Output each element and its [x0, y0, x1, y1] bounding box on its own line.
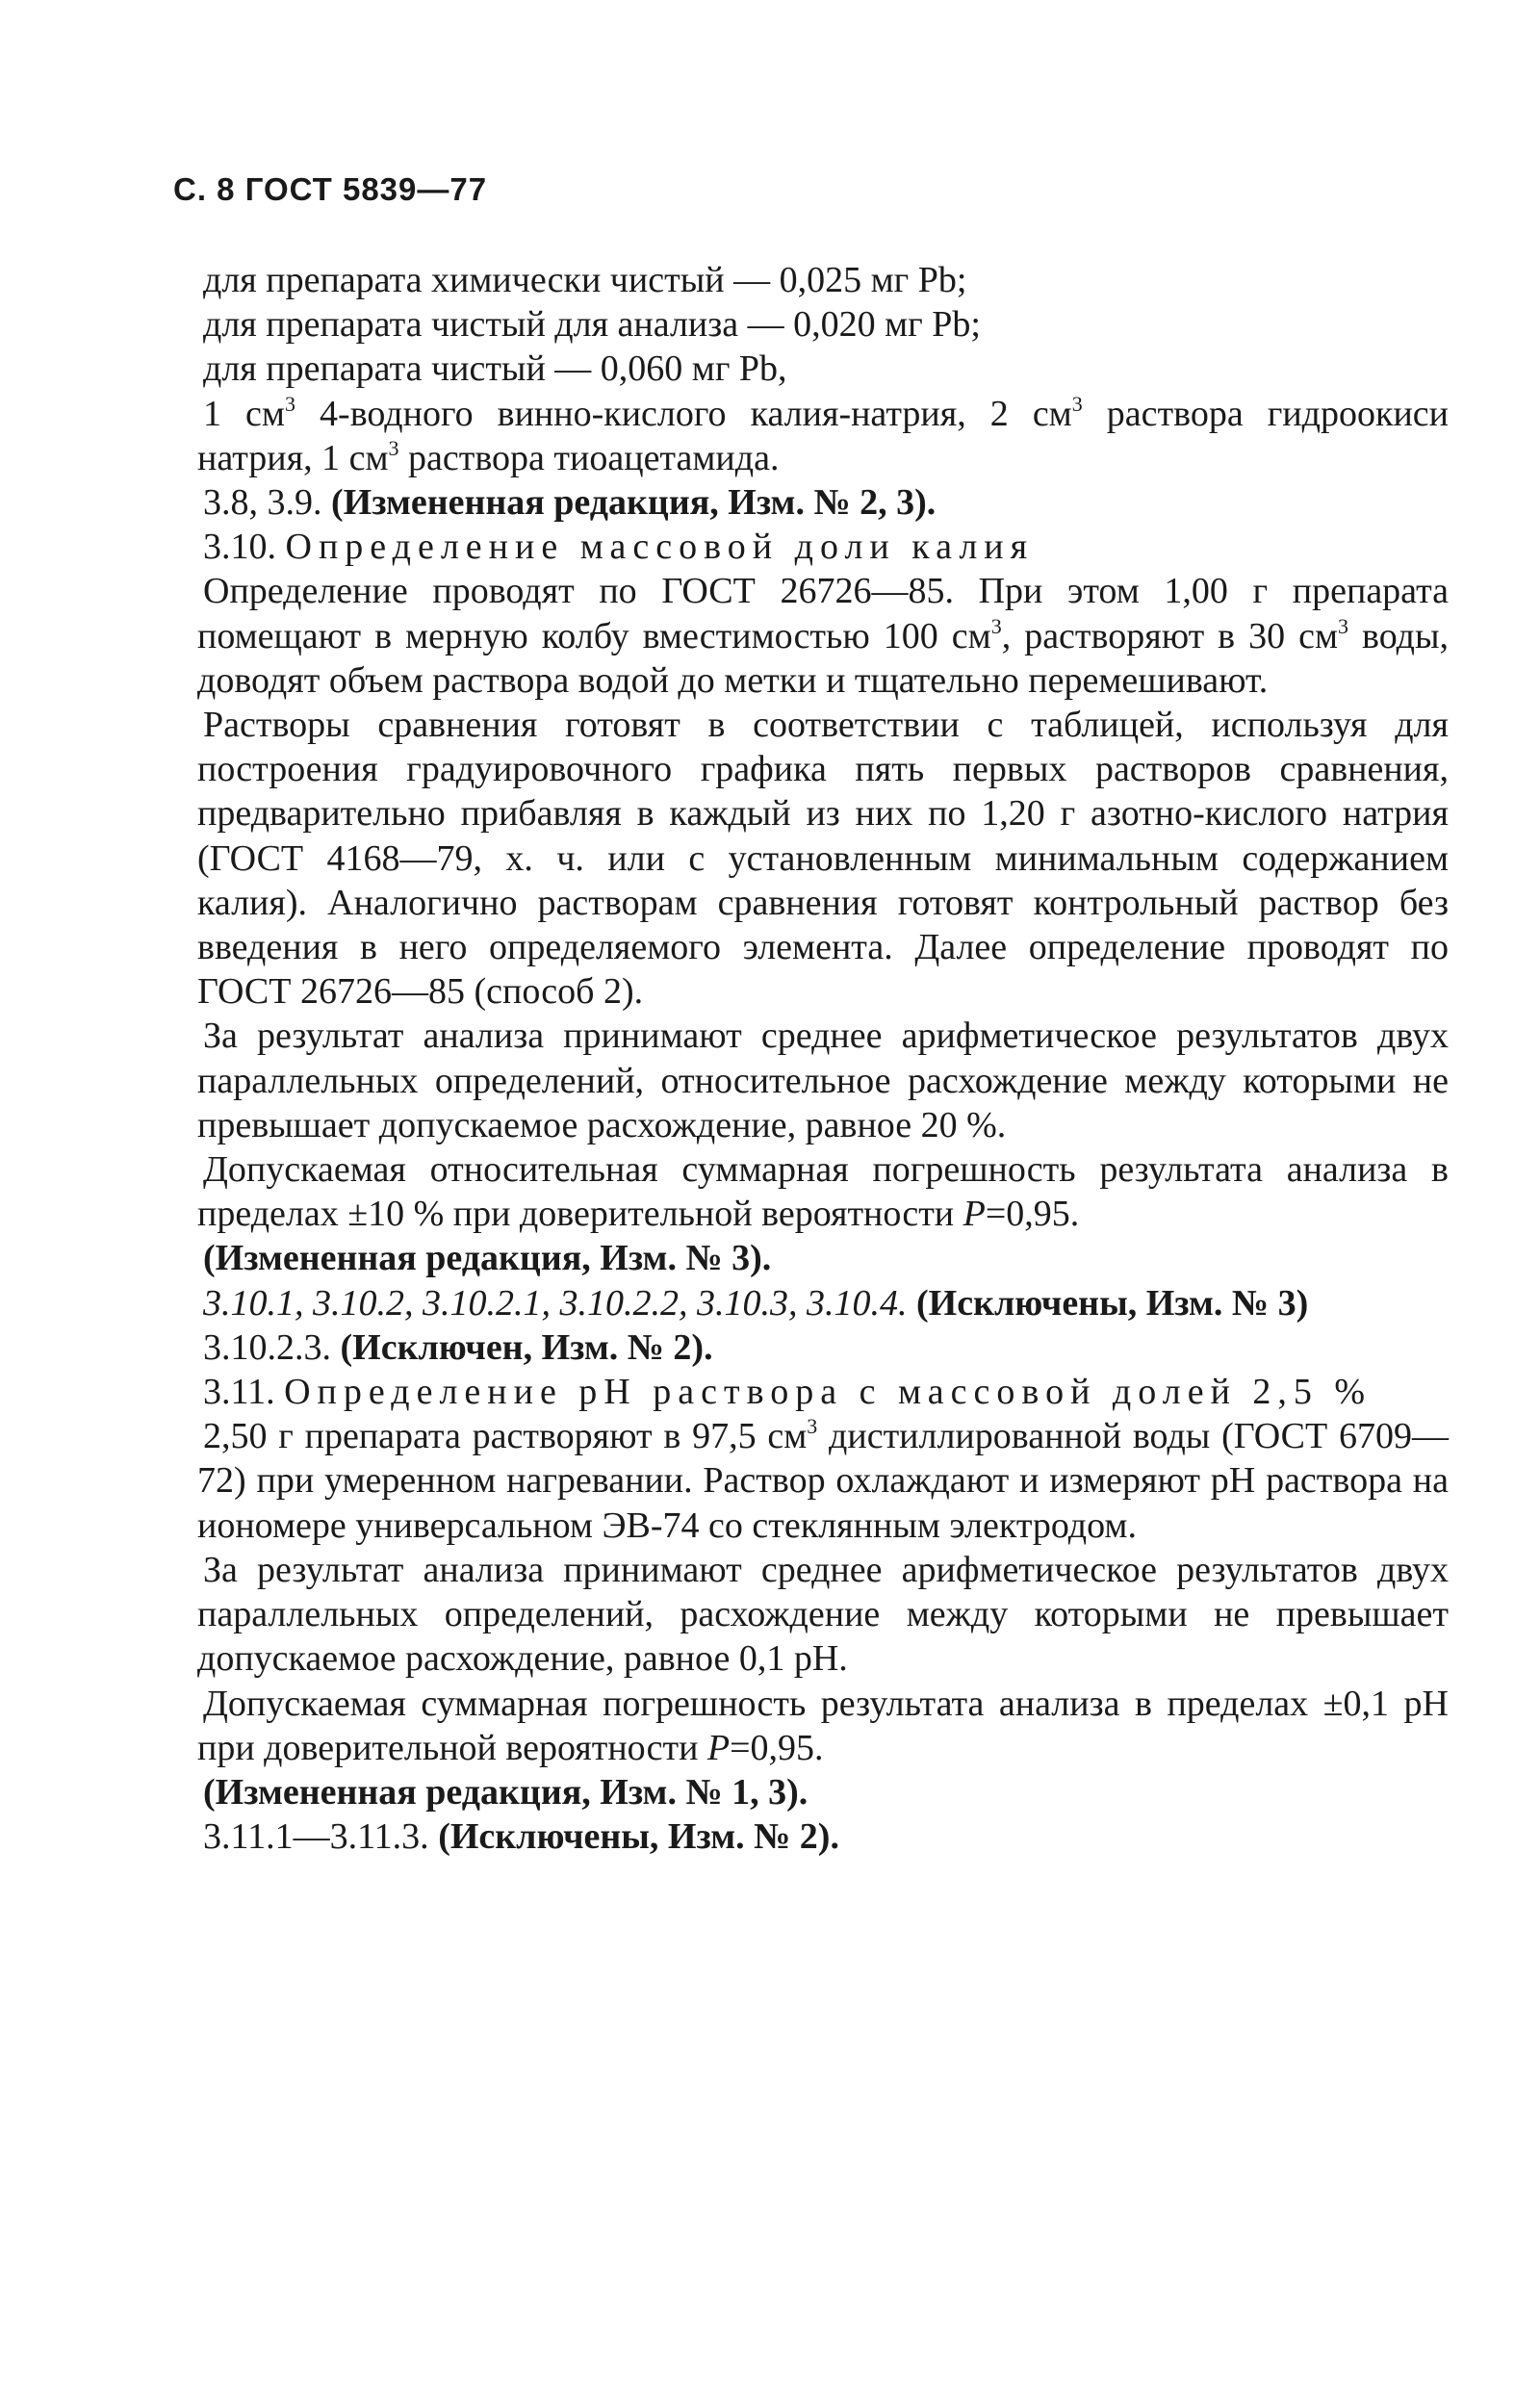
- paragraph-error-potassium: [197, 1147, 1449, 1236]
- clause-numbers: 3.11.1—3.11.3.: [203, 1816, 439, 1858]
- clause-number: 3.10.2.3.: [203, 1326, 341, 1368]
- reagents-text-2: 4-водного винно-кислого калия-натрия, 2 см: [295, 393, 1072, 434]
- probability-symbol: P: [962, 1194, 986, 1235]
- reagents-text-4: раствора тиоацетамида.: [398, 437, 780, 478]
- clause-number: 3.10.: [203, 527, 286, 568]
- paragraph-text-1: Определение проводят по ГОСТ 26726—85. При этом 1,00 г препарата помещают в мерную колбу вместимостью 100 см: [197, 571, 1449, 656]
- amendment-note-1-3: (Измененная редакция, Изм. № 1, 3).: [203, 1771, 808, 1813]
- paragraph-result-potassium: За результат анализа принимают среднее арифметическое результатов двух параллельных определений, относительное расхождение между которыми не превышает допускаемое расхождение, равное 20 %.: [197, 1016, 1449, 1145]
- paragraph-ph-method: [197, 1414, 1449, 1548]
- probability-symbol: P: [706, 1727, 731, 1768]
- paragraph-text-2: =0,95.: [985, 1194, 1080, 1235]
- superscript: 3: [807, 1414, 818, 1439]
- lead-limit-chemically-pure: для препарата химически чистый — 0,025 мг Pb;: [203, 260, 967, 300]
- clause-numbers: 3.10.1, 3.10.2, 3.10.2.1, 3.10.2.2, 3.10.3, 3.10.4.: [203, 1282, 916, 1324]
- section-title: Определение pH раствора с массовой долей 2,5 %: [284, 1372, 1373, 1413]
- paragraph-potassium-method: [197, 569, 1449, 703]
- reagents-text-3: раствора гидроокиси натрия, 1 см: [197, 393, 1449, 478]
- superscript: 3: [1071, 391, 1083, 416]
- clause-number: 3.8, 3.9.: [203, 482, 331, 524]
- paragraph-text-1: Допускаемая суммарная погрешность результата анализа в пределах ±0,1 pH при доверительной вероятности: [197, 1683, 1449, 1768]
- superscript: 3: [388, 435, 399, 460]
- paragraph-error-ph: [197, 1682, 1449, 1770]
- superscript: 3: [990, 613, 1002, 638]
- reagents-text-1: 1 см: [203, 393, 285, 434]
- superscript: 3: [1338, 613, 1349, 638]
- clause-number: 3.11.: [203, 1372, 285, 1413]
- page-header: С. 8 ГОСТ 5839—77: [173, 171, 488, 207]
- amendment-text: (Измененная редакция, Изм. № 2, 3).: [331, 482, 937, 524]
- paragraph-result-ph: За результат анализа принимают среднее арифметическое результатов двух параллельных определений, расхождение между которыми не превышает допускаемое расхождение, равное 0,1 pH.: [197, 1549, 1449, 1680]
- excluded-clauses-3-11: [197, 1814, 1449, 1859]
- paragraph-text-1: Допускаемая относительная суммарная погрешность результата анализа в пределах ±10 % при доверительной вероятности: [197, 1149, 1449, 1235]
- amendment-text: (Исключены, Изм. № 2).: [438, 1816, 839, 1858]
- amendment-text: (Исключены, Изм. № 3): [916, 1282, 1309, 1324]
- excluded-clauses-3-10: [197, 1281, 1449, 1325]
- section-title: Определение массовой доли калия: [285, 527, 1035, 568]
- paragraph-comparison-solutions: Растворы сравнения готовят в соответствии с таблицей, используя для построения градуировочного графика пять первых растворов сравнения, предварительно прибавляя в каждый из них по 1,20 г азотно-кислого натрия (ГОСТ 4168—79, х. ч. или с установленным минимальным содержанием калия). Аналогично растворам сравнения готовят контрольный раствор без введения в него определяемого элемента. Далее определение проводят по ГОСТ 26726—85 (способ 2).: [197, 705, 1449, 1013]
- excluded-clause-3-10-2-3: [197, 1325, 1449, 1370]
- paragraph-text-2: дистиллированной воды (ГОСТ 6709—72) при умеренном нагревании. Раствор охлаждают и измеряют pH раствора на иономере универсальном ЭВ-74 со стеклянным электродом.: [197, 1416, 1449, 1546]
- document-body: [197, 258, 1449, 1859]
- paragraph-text-1: 2,50 г препарата растворяют в 97,5 см: [203, 1416, 808, 1457]
- paragraph-text-3: воды, доводят объем раствора водой до метки и тщательно перемешивают.: [197, 615, 1450, 701]
- superscript: 3: [284, 391, 295, 416]
- paragraph-text-2: , растворяют в 30 см: [1001, 615, 1339, 656]
- amendment-note-3: (Измененная редакция, Изм. № 3).: [203, 1238, 772, 1279]
- amendment-note-3-8: [197, 480, 1449, 525]
- lead-limit-pure: для препарата чистый — 0,060 мг Pb,: [203, 348, 787, 390]
- section-heading-3-11: [197, 1370, 1449, 1414]
- section-heading-3-10: [197, 525, 1449, 569]
- amendment-text: (Исключен, Изм. № 2).: [340, 1326, 713, 1368]
- lead-limit-analytical-grade: для препарата чистый для анализа — 0,020 мг Pb;: [203, 304, 981, 346]
- reagents-paragraph: [197, 392, 1449, 480]
- paragraph-text-2: =0,95.: [730, 1727, 824, 1768]
